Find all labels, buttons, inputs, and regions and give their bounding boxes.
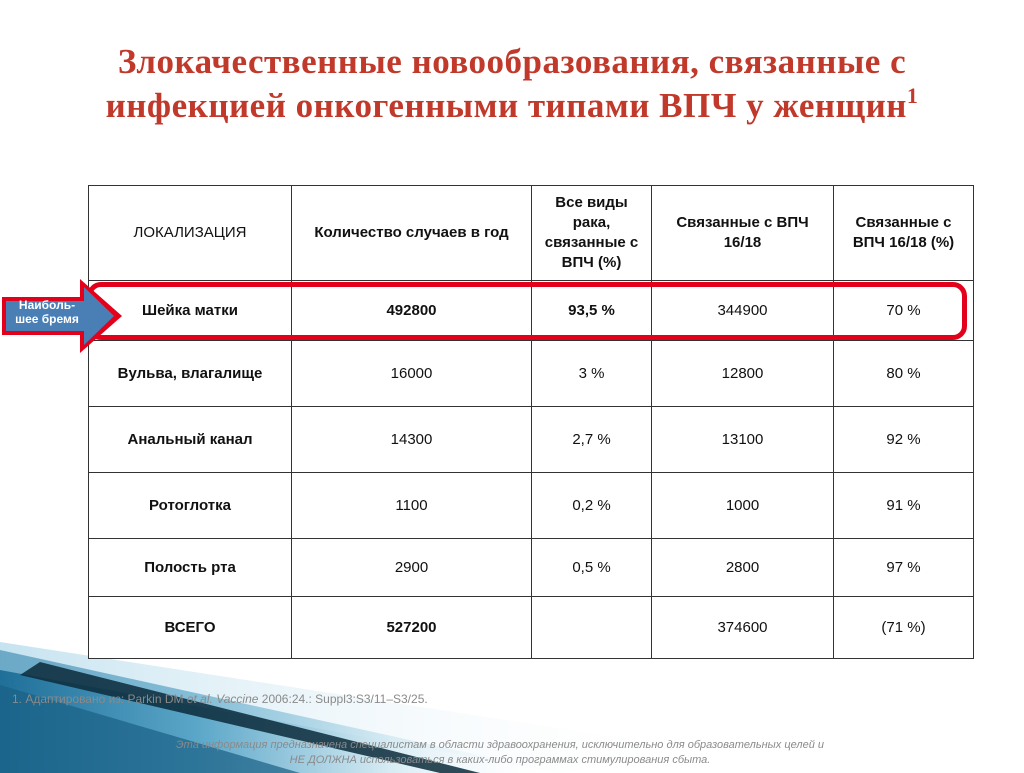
cell-hpv-16-18: 2800 <box>652 539 834 597</box>
cell-cases: 2900 <box>292 539 532 597</box>
footnote-mark: 1 <box>906 83 919 108</box>
cell-all-hpv-percent: 0,2 % <box>532 473 652 539</box>
disclaimer <box>120 738 880 768</box>
cell-all-hpv-percent: 3 % <box>532 341 652 407</box>
hpv-cancer-table <box>88 185 974 659</box>
cell-hpv-16-18: 13100 <box>652 407 834 473</box>
reference-journal: Vaccine <box>212 692 259 706</box>
cell-hpv-16-18: 344900 <box>652 281 834 341</box>
cell-total-hpv-16-18-percent: (71 %) <box>834 597 974 659</box>
callout-line-1: Наиболь- <box>18 298 76 312</box>
table-row <box>89 281 974 341</box>
title-line-2-text: инфекцией онкогенными типами ВПЧ у женщин <box>105 86 907 125</box>
reference-note <box>12 692 428 706</box>
reference-prefix: 1. Адаптировано из: Parkin DM <box>12 692 187 706</box>
header-hpv-16-18-percent: Связанные с ВПЧ 16/18 (%) <box>834 186 974 281</box>
header-cases-per-year: Количество случаев в год <box>292 186 532 281</box>
table-row <box>89 341 974 407</box>
cell-localization: Шейка матки <box>89 281 292 341</box>
header-hpv-16-18: Связанные с ВПЧ 16/18 <box>652 186 834 281</box>
cell-localization: Полость рта <box>89 539 292 597</box>
cell-cases: 1100 <box>292 473 532 539</box>
cell-hpv-16-18-percent: 97 % <box>834 539 974 597</box>
cell-hpv-16-18: 12800 <box>652 341 834 407</box>
disclaimer-line-1: Эта информация предназначена специалистам в области здравоохранения, исключительно для образовательных целей и <box>176 739 824 751</box>
cell-hpv-16-18-percent: 70 % <box>834 281 974 341</box>
callout-label <box>6 298 88 326</box>
table-total-row <box>89 597 974 659</box>
title-line-2 <box>30 84 994 128</box>
disclaimer-line-2: НЕ ДОЛЖНА использоваться в каких-либо программах стимулирования сбыта. <box>289 754 711 766</box>
cell-localization: Анальный канал <box>89 407 292 473</box>
header-localization: ЛОКАЛИЗАЦИЯ <box>89 186 292 281</box>
title-line-1: Злокачественные новообразования, связанные с <box>117 42 907 81</box>
cell-cases: 16000 <box>292 341 532 407</box>
reference-etal: et al. <box>186 692 213 706</box>
cell-hpv-16-18-percent: 92 % <box>834 407 974 473</box>
cell-hpv-16-18-percent: 80 % <box>834 341 974 407</box>
cell-all-hpv-percent: 93,5 % <box>532 281 652 341</box>
table-row <box>89 473 974 539</box>
reference-citation: 2006:24.: Suppl3:S3/11–S3/25. <box>258 692 428 706</box>
cell-total-label: ВСЕГО <box>89 597 292 659</box>
cell-all-hpv-percent: 0,5 % <box>532 539 652 597</box>
page-title <box>30 40 994 128</box>
cell-total-cases: 527200 <box>292 597 532 659</box>
cell-all-hpv-percent: 2,7 % <box>532 407 652 473</box>
cell-cases: 492800 <box>292 281 532 341</box>
cell-total-all-hpv-percent <box>532 597 652 659</box>
cell-total-hpv-16-18: 374600 <box>652 597 834 659</box>
cell-cases: 14300 <box>292 407 532 473</box>
callout-line-2: шее бремя <box>15 312 79 326</box>
cell-hpv-16-18: 1000 <box>652 473 834 539</box>
cell-localization: Вульва, влагалище <box>89 341 292 407</box>
table-row <box>89 407 974 473</box>
cell-localization: Ротоглотка <box>89 473 292 539</box>
header-all-hpv-cancers: Все виды рака, связанные с ВПЧ (%) <box>532 186 652 281</box>
table-row <box>89 539 974 597</box>
table-header-row <box>89 186 974 281</box>
cell-hpv-16-18-percent: 91 % <box>834 473 974 539</box>
